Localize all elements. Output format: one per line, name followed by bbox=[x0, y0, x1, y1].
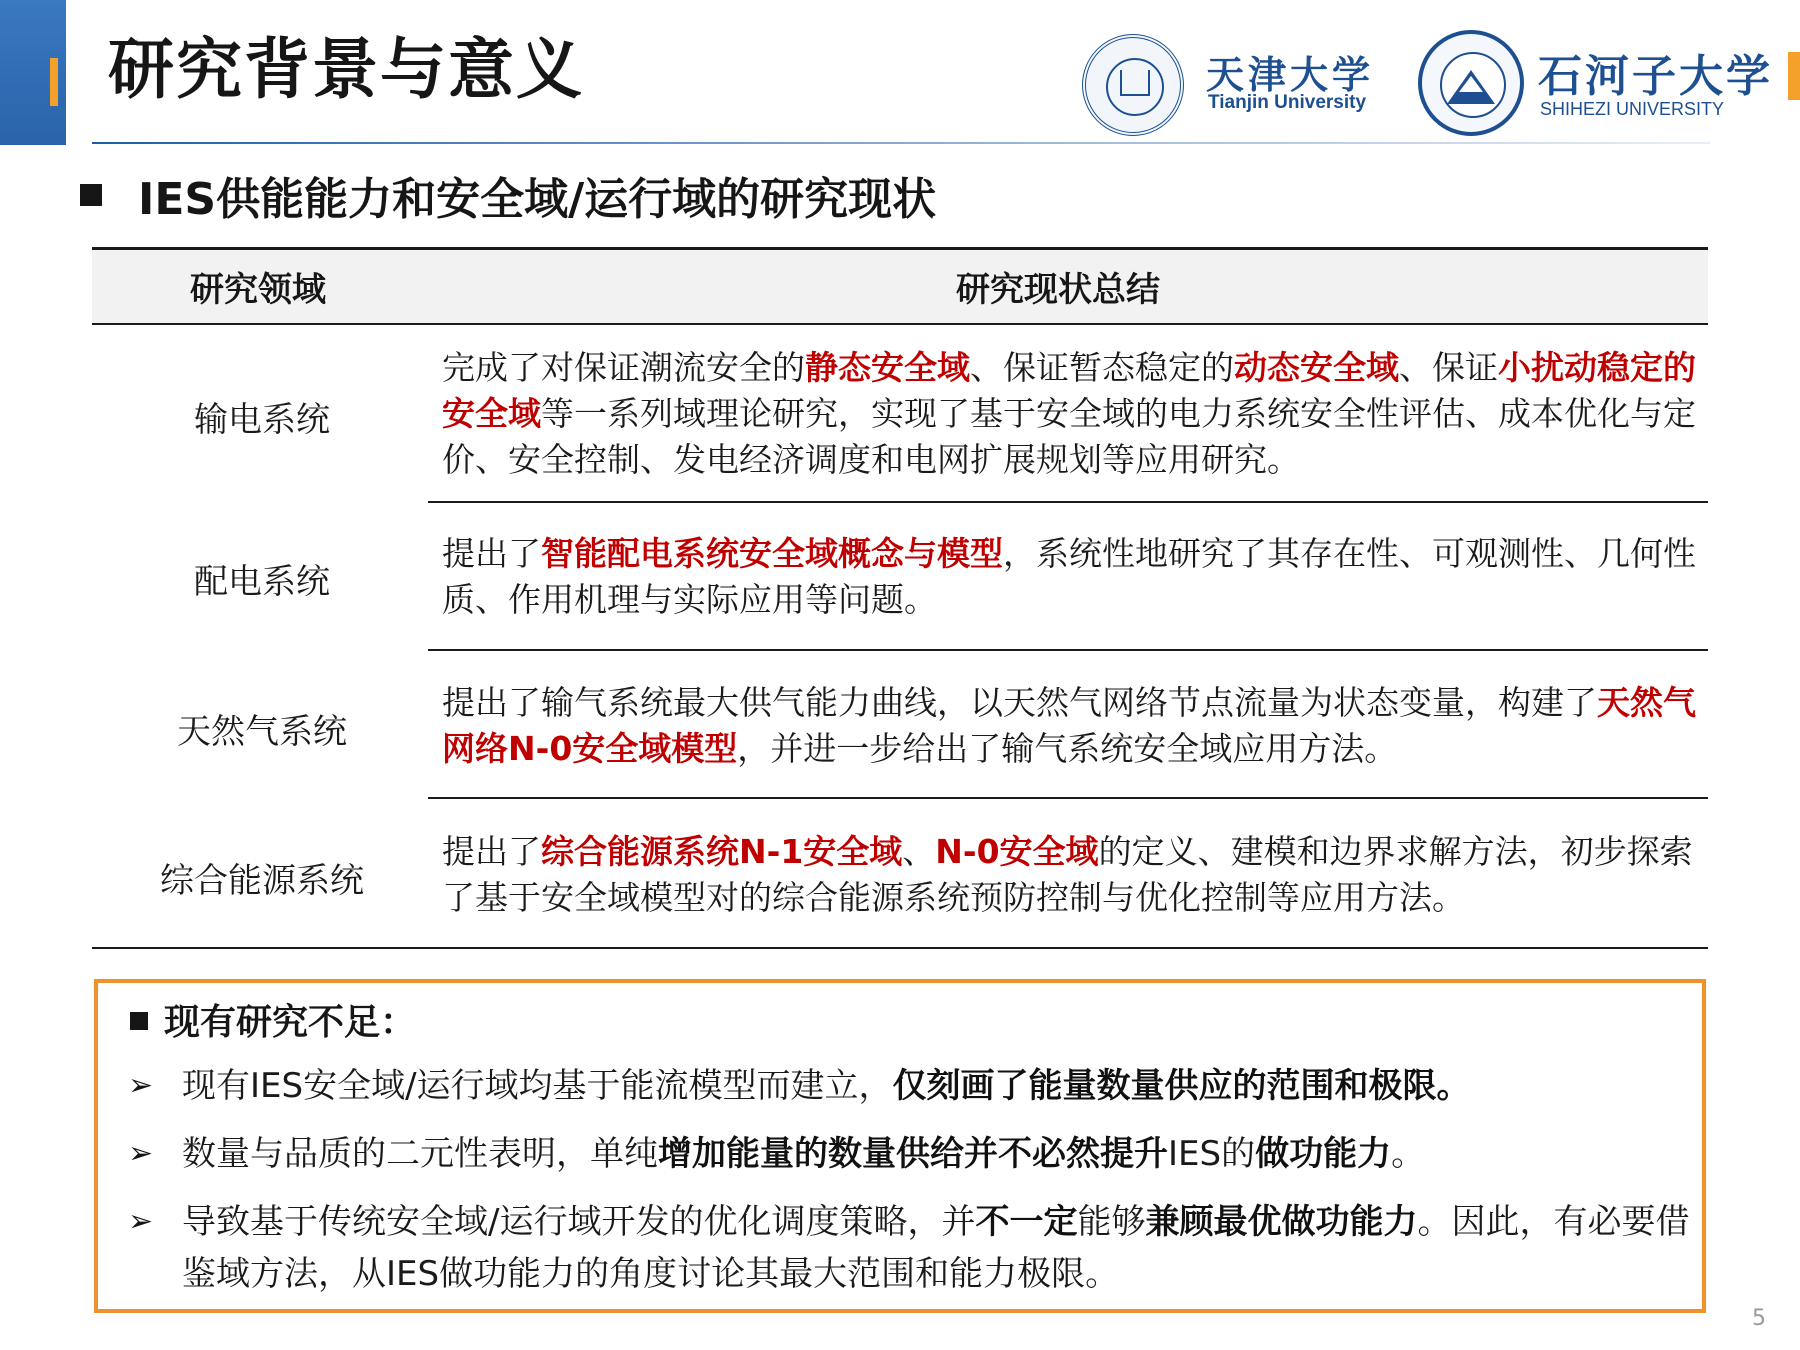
shihezi-university-name-en: SHIHEZI UNIVERSITY bbox=[1540, 99, 1725, 119]
text-run: 导致基于传统安全域/运行域开发的优化调度策略，并 bbox=[182, 1202, 976, 1242]
highlighted-term: N-0安全域 bbox=[935, 832, 1099, 871]
page-number: 5 bbox=[1752, 1306, 1766, 1331]
text-run: 提出了 bbox=[442, 534, 541, 573]
page-title: 研究背景与意义 bbox=[108, 31, 584, 108]
table-row-field: 输电系统 bbox=[194, 400, 330, 440]
deficiency-bullet bbox=[182, 1060, 1698, 1112]
text-run: 数量与品质的二元性表明，单纯 bbox=[182, 1134, 658, 1174]
table-header-rule bbox=[92, 323, 1708, 325]
text-run: 、保证 bbox=[1399, 348, 1498, 387]
row-divider bbox=[428, 797, 1708, 799]
table-header-summary: 研究现状总结 bbox=[956, 270, 1160, 310]
tianjin-university-seal-icon bbox=[1082, 34, 1184, 136]
highlighted-term: 静态安全域 bbox=[805, 348, 970, 387]
arrow-bullet-icon: ➢ bbox=[128, 1204, 154, 1239]
text-run: 、保证暂态稳定的 bbox=[970, 348, 1234, 387]
table-row-field: 配电系统 bbox=[194, 562, 330, 602]
title-divider bbox=[92, 142, 1710, 144]
bold-emphasis: 仅刻画了能量数量供应的范围和极限。 bbox=[892, 1066, 1471, 1106]
text-run: ，系统性地研究了其存在性、可观测性、几何性质、作用机理与实际应用等问题。 bbox=[442, 534, 1696, 619]
header-accent-stripe bbox=[50, 58, 58, 106]
text-run: IES的 bbox=[1168, 1134, 1256, 1174]
table-header-field: 研究领域 bbox=[190, 270, 326, 310]
header-right-accent-stripe bbox=[1788, 52, 1800, 100]
text-run: ，并进一步给出了输气系统安全域应用方法。 bbox=[737, 729, 1398, 768]
tianjin-university-name-en: Tianjin University bbox=[1208, 92, 1367, 113]
highlighted-term: 天然气网络N-0安全域模型 bbox=[442, 683, 1696, 768]
highlighted-term: 小扰动稳定的安全域 bbox=[442, 348, 1696, 433]
table-row-field: 天然气系统 bbox=[177, 712, 347, 752]
text-run: 完成了对保证潮流安全的 bbox=[442, 348, 805, 387]
text-run: 提出了 bbox=[442, 832, 541, 871]
text-run: 、 bbox=[902, 832, 936, 871]
bold-emphasis: 做功能力 bbox=[1255, 1134, 1392, 1174]
deficiency-bullet bbox=[182, 1196, 1698, 1300]
deficiency-title-text: 现有研究不足： bbox=[164, 1002, 417, 1043]
bold-emphasis: 兼顾最优做功能力 bbox=[1145, 1202, 1418, 1242]
text-run: 现有IES安全域/运行域均基于能流模型而建立， bbox=[182, 1066, 893, 1106]
table-row-summary bbox=[442, 680, 1700, 772]
highlighted-term: 动态安全域 bbox=[1234, 348, 1399, 387]
table-row-field: 综合能源系统 bbox=[160, 861, 364, 901]
highlighted-term: 智能配电系统安全域概念与模型 bbox=[541, 534, 1003, 573]
text-run: 。因此，有必要借鉴域方法，从IES做功能力的角度讨论其最大范围和能力极限。 bbox=[182, 1202, 1690, 1294]
text-run: 提出了输气系统最大供气能力曲线，以天然气网络节点流量为状态变量，构建了 bbox=[442, 683, 1597, 722]
arrow-bullet-icon: ➢ bbox=[128, 1136, 154, 1171]
text-run: 。 bbox=[1391, 1134, 1426, 1174]
square-bullet-icon bbox=[130, 1012, 148, 1030]
bold-emphasis: 不一定 bbox=[975, 1202, 1078, 1242]
section-title: IES供能能力和安全域/运行域的研究现状 bbox=[138, 174, 937, 225]
square-bullet-icon bbox=[80, 184, 102, 206]
highlighted-term: 综合能源系统N-1安全域 bbox=[541, 832, 903, 871]
table-row-summary bbox=[442, 345, 1700, 483]
table-row-summary bbox=[442, 829, 1700, 921]
text-run: 的定义、建模和边界求解方法，初步探索了基于安全域模型对的综合能源系统预防控制与优化控制等应用方法。 bbox=[442, 832, 1693, 917]
row-divider bbox=[428, 501, 1708, 503]
table-bottom-rule bbox=[92, 947, 1708, 949]
deficiency-title bbox=[130, 994, 416, 1045]
text-run: 能够 bbox=[1077, 1202, 1146, 1242]
row-divider bbox=[428, 649, 1708, 651]
arrow-bullet-icon: ➢ bbox=[128, 1068, 154, 1103]
deficiency-bullet bbox=[182, 1128, 1698, 1180]
tianjin-university-name-cn: 天津大学 bbox=[1206, 52, 1375, 97]
table-row-summary bbox=[442, 531, 1700, 623]
bold-emphasis: 增加能量的数量供给并不必然提升 bbox=[658, 1134, 1168, 1174]
shihezi-university-name-cn: 石河子大学 bbox=[1538, 51, 1773, 102]
text-run: 等一系列域理论研究，实现了基于安全域的电力系统安全性评估、成本优化与定价、安全控制、发电经济调度和电网扩展规划等应用研究。 bbox=[442, 394, 1696, 479]
table-header-row bbox=[92, 250, 1708, 323]
shihezi-university-seal-icon bbox=[1418, 30, 1524, 136]
